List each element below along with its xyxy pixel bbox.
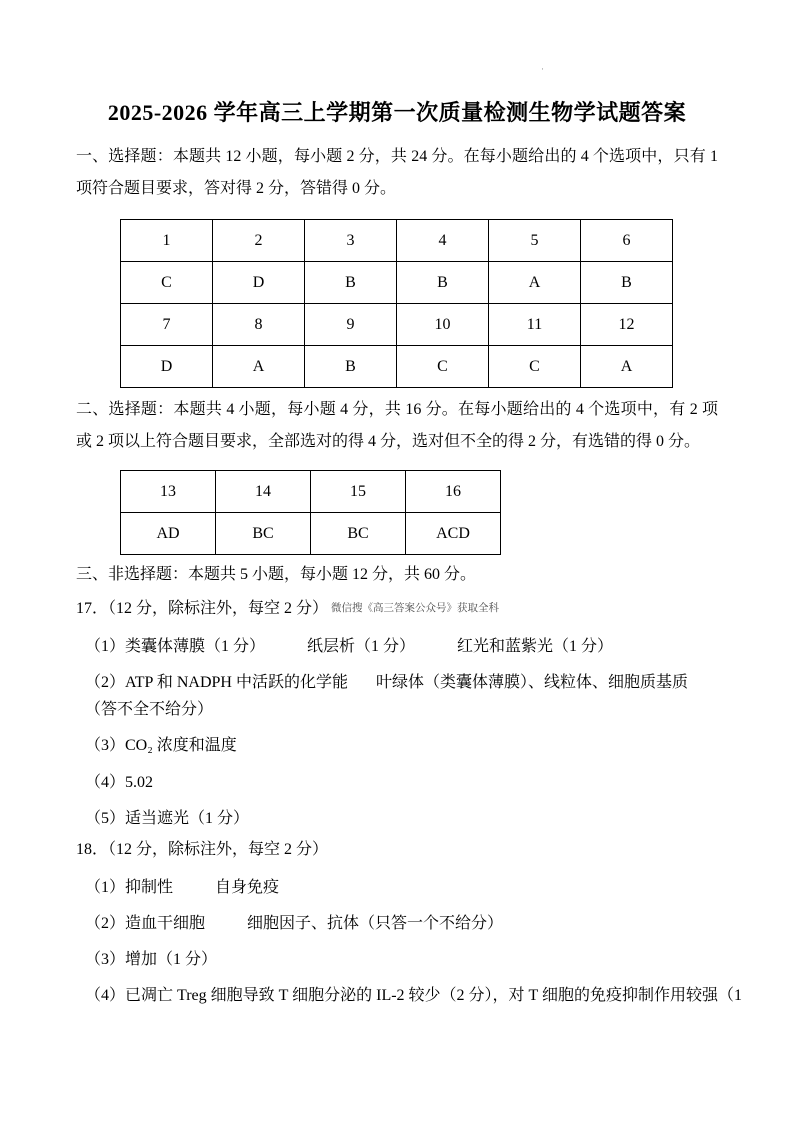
stray-mark: · [541, 64, 544, 74]
q18-answer-2 [76, 910, 718, 937]
table-cell: B [397, 262, 489, 304]
section1-answer-table [120, 219, 673, 388]
table-cell: 10 [397, 304, 489, 346]
answer-segment: （2）ATP 和 NADPH 中活跃的化学能 [85, 673, 348, 691]
table-cell: C [397, 346, 489, 388]
table-cell: B [581, 262, 673, 304]
q18-answer-1 [76, 874, 718, 901]
table-cell: 15 [311, 471, 406, 513]
table-cell: 14 [216, 471, 311, 513]
section1-heading: 一、选择题：本题共 12 小题，每小题 2 分，共 24 分。在每小题给出的 4 个选项中，只有 1 项符合题目要求，答对得 2 分，答错得 0 分。 [76, 148, 718, 197]
table-row [121, 304, 673, 346]
page-title: 2025-2026 学年高三上学期第一次质量检测生物学试题答案 [107, 100, 687, 125]
table-cell: A [581, 346, 673, 388]
watermark-text: 微信搜《高三答案公众号》获取全科 [331, 603, 500, 614]
table-cell: B [305, 346, 397, 388]
table-cell: C [121, 262, 213, 304]
q17-answer-1 [76, 633, 718, 660]
table-cell: 3 [305, 220, 397, 262]
table-cell: A [213, 346, 305, 388]
answer-segment: （1）抑制性 [85, 878, 174, 896]
q17-answer-5: （5）适当遮光（1 分） [85, 809, 250, 827]
table-cell: 8 [213, 304, 305, 346]
answer-segment: 细胞因子、抗体（只答一个不给分） [247, 914, 504, 932]
table-row [121, 346, 673, 388]
section3-heading: 三、非选择题：本题共 5 小题，每小题 12 分，共 60 分。 [76, 566, 477, 583]
q18-answer-4: （4）已凋亡 Treg 细胞导致 T 细胞分泌的 IL-2 较少（2 分），对 T 细胞的免疫抑制作用较强（1 [85, 987, 743, 1005]
answer-segment: （1）类囊体薄膜（1 分） [85, 637, 266, 655]
table-cell: BC [216, 513, 311, 555]
table-cell: 9 [305, 304, 397, 346]
table-cell: 4 [397, 220, 489, 262]
section2-heading: 二、选择题：本题共 4 小题，每小题 4 分，共 16 分。在每小题给出的 4 个选项中，有 2 项或 2 项以上符合题目要求，全部选对的得 4 分，选对但不全的得 2 分，有选错的得 0 分。 [76, 401, 718, 450]
question17-header-text: 17．（12 分，除标注外，每空 2 分） [76, 600, 329, 617]
answer-segment: （2）造血干细胞 [85, 914, 206, 932]
table-row [121, 471, 501, 513]
q17-answer-3: （3）CO₂ 浓度和温度 [85, 737, 237, 755]
table-row [121, 513, 501, 555]
section2-answer-table [120, 470, 501, 555]
table-cell: ACD [406, 513, 501, 555]
table-cell: 5 [489, 220, 581, 262]
question17-header [76, 595, 718, 624]
table-cell: 7 [121, 304, 213, 346]
table-cell: D [121, 346, 213, 388]
table-cell: 2 [213, 220, 305, 262]
question18-header: 18．（12 分，除标注外，每空 2 分） [76, 840, 329, 858]
table-cell: 16 [406, 471, 501, 513]
table-cell: BC [311, 513, 406, 555]
q17-answer-2 [76, 669, 718, 723]
table-cell: A [489, 262, 581, 304]
table-cell: 1 [121, 220, 213, 262]
answer-segment: 叶绿体（类囊体薄膜）、线粒体、细胞质基质（答不全不给分） [85, 673, 688, 719]
table-cell: 13 [121, 471, 216, 513]
answer-segment: 自身免疫 [215, 878, 280, 896]
table-row [121, 262, 673, 304]
q17-answer-4: （4）5.02 [85, 773, 154, 791]
table-cell: B [305, 262, 397, 304]
table-cell: 6 [581, 220, 673, 262]
table-cell: 12 [581, 304, 673, 346]
table-cell: D [213, 262, 305, 304]
answer-segment: 红光和蓝紫光（1 分） [457, 637, 614, 655]
answer-segment: 纸层析（1 分） [307, 637, 416, 655]
q18-answer-3: （3）增加（1 分） [85, 951, 218, 969]
table-cell: 11 [489, 304, 581, 346]
table-cell: C [489, 346, 581, 388]
table-row [121, 220, 673, 262]
table-cell: AD [121, 513, 216, 555]
